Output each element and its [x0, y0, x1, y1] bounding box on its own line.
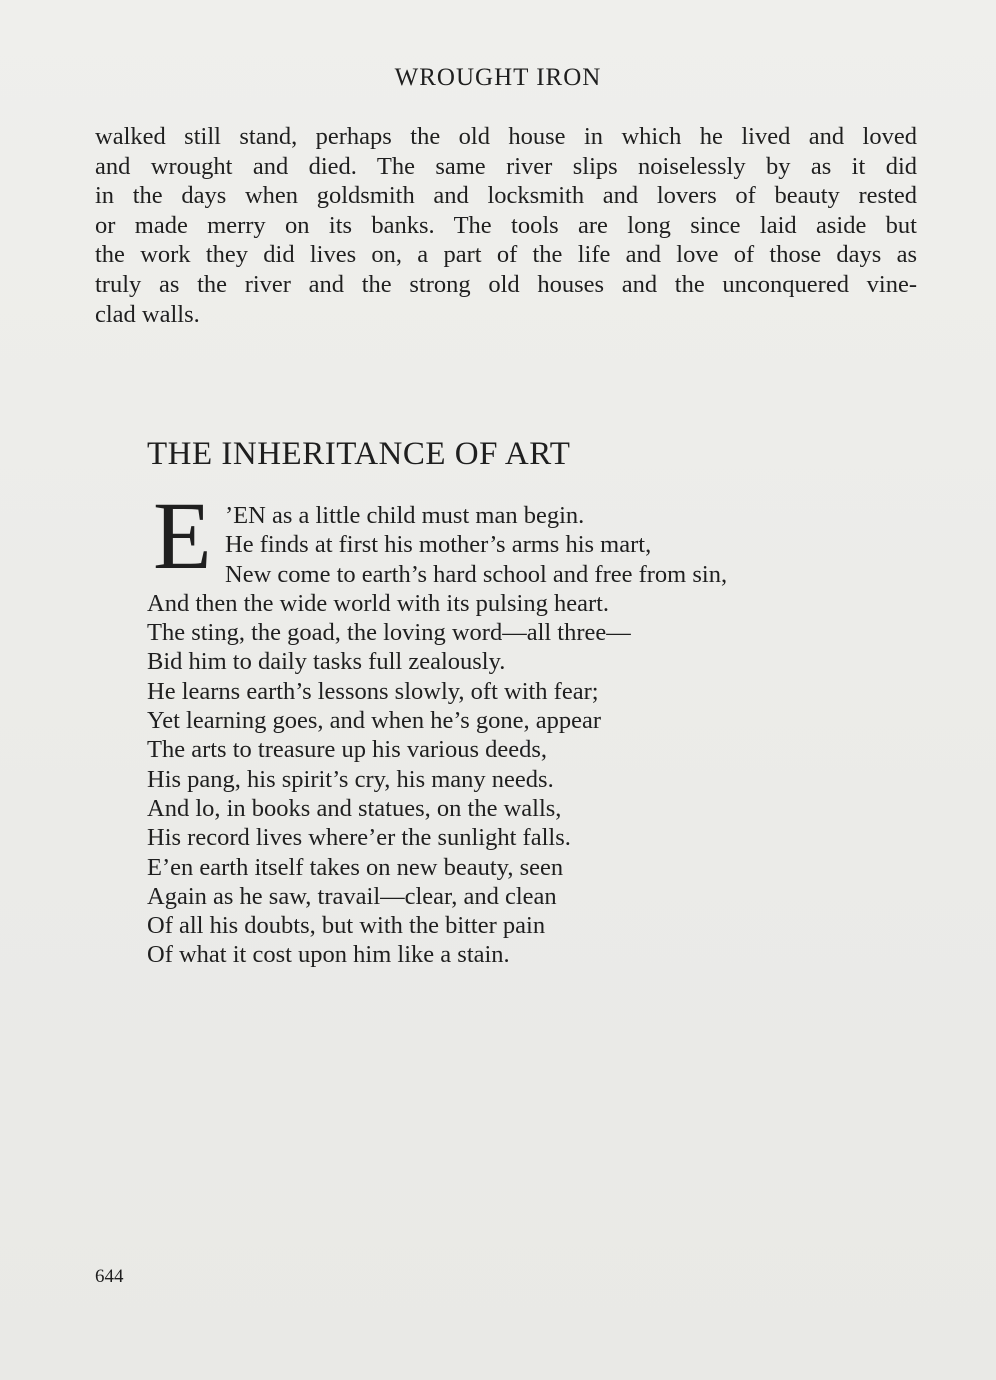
prose-paragraph — [95, 122, 917, 329]
prose-line: truly as the river and the strong old houses and the unconquered vine- — [95, 270, 917, 298]
poem-line: His record lives where’er the sunlight falls. — [147, 824, 571, 852]
poem-line: He finds at first his mother’s arms his mart, — [225, 531, 652, 559]
poem-line: Yet learning goes, and when he’s gone, appear — [147, 707, 602, 735]
prose-line: clad walls. — [95, 300, 200, 328]
prose-line: the work they did lives on, a part of the life and love of those days as — [95, 241, 917, 269]
poem-line: New come to earth’s hard school and free from sin, — [225, 560, 728, 588]
poem-line: Bid him to daily tasks full zealously. — [147, 648, 506, 676]
poem-line: He learns earth’s lessons slowly, oft with fear; — [147, 677, 599, 705]
prose-line: in the days when goldsmith and locksmith and lovers of beauty rested — [95, 182, 917, 210]
poem-line: His pang, his spirit’s cry, his many needs. — [147, 765, 554, 793]
poem-body — [147, 501, 907, 970]
poem-title: THE INHERITANCE OF ART — [147, 436, 571, 472]
poem-line: Again as he saw, travail—clear, and clean — [147, 882, 557, 910]
drop-cap: E — [153, 482, 212, 589]
poem-line: The sting, the goad, the loving word—all three— — [147, 619, 631, 647]
page-number: 644 — [95, 1266, 124, 1287]
poem-line: And lo, in books and statues, on the walls, — [147, 794, 562, 822]
running-head: WROUGHT IRON — [394, 64, 602, 91]
poem-line: The arts to treasure up his various deeds, — [147, 736, 548, 764]
prose-line: walked still stand, perhaps the old house in which he lived and loved — [95, 123, 917, 150]
poem-line: E’en earth itself takes on new beauty, seen — [147, 853, 564, 881]
prose-line: or made merry on its banks. The tools are long since laid aside but — [95, 211, 917, 239]
poem-line: Of what it cost upon him like a stain. — [147, 941, 510, 969]
poem-line: ’EN as a little child must man begin. — [225, 502, 585, 529]
poem-line: And then the wide world with its pulsing heart. — [147, 589, 610, 617]
poem-line: Of all his doubts, but with the bitter pain — [147, 912, 546, 940]
prose-line: and wrought and died. The same river slips noiselessly by as it did — [95, 152, 917, 180]
